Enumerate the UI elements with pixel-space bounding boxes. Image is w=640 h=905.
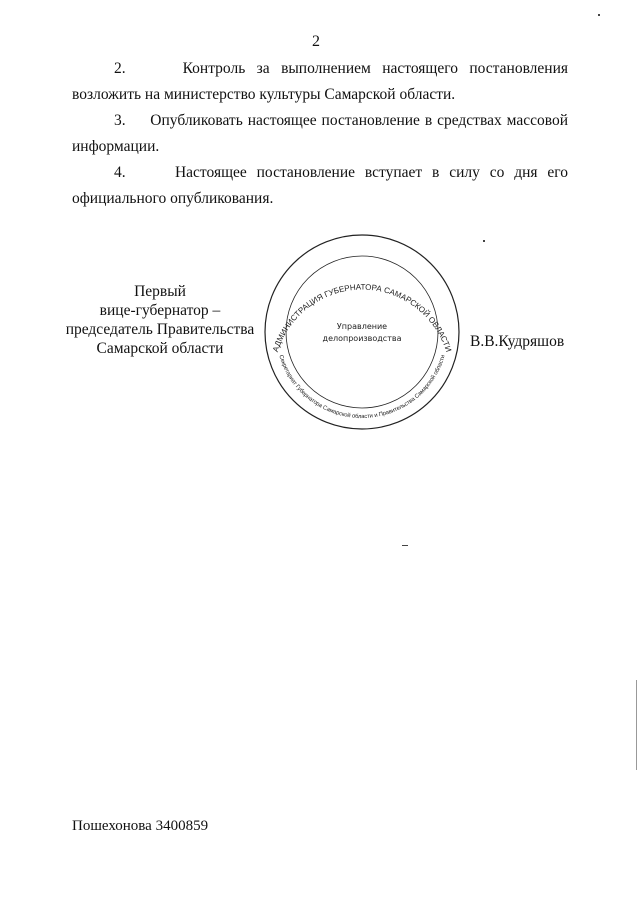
paragraph-number: 4. [114, 164, 126, 181]
stamp-outer-text: АДМИНИСТРАЦИЯ ГУБЕРНАТОРА САМАРСКОЙ ОБЛАСТИ [270, 282, 454, 354]
position-line: вице-губернатор – [99, 302, 221, 319]
paragraph-2 [72, 56, 568, 108]
page-number: 2 [312, 33, 320, 50]
body-paragraphs [72, 56, 568, 212]
paragraph-number: 2. [114, 60, 126, 77]
position-line: председатель Правительства [65, 321, 255, 338]
scan-speck [483, 240, 485, 242]
scan-speck [402, 545, 408, 546]
scan-edge [636, 680, 637, 770]
paragraph-3 [72, 108, 568, 160]
executor-info: Пошехонова 3400859 [72, 818, 209, 834]
paragraph-text: Опубликовать настоящее постановление в средствах массовой информации. [72, 112, 568, 155]
paragraph-number: 3. [114, 112, 126, 129]
svg-text:Секретариат Губернатора Самарс [277, 354, 446, 420]
position-line: Самарской области [96, 340, 224, 357]
paragraph-4 [72, 160, 568, 212]
paragraph-text: Настоящее постановление вступает в силу со дня его официального опубликования. [72, 164, 569, 207]
scan-speck [598, 14, 600, 16]
paragraph-text: Контроль за выполнением настоящего постановления возложить на министерство культуры Самарской области. [72, 60, 569, 103]
official-stamp [262, 232, 462, 432]
signatory-name: В.В.Кудряшов [470, 333, 565, 350]
stamp-inner-text: Секретариат Губернатора Самарской области и Правительства Самарской области [277, 354, 447, 421]
stamp-center-line1: Управление [336, 322, 388, 331]
position-line: Первый [134, 283, 186, 300]
signatory-position [60, 282, 260, 358]
stamp-center-line2: делопроизводства [322, 334, 402, 343]
